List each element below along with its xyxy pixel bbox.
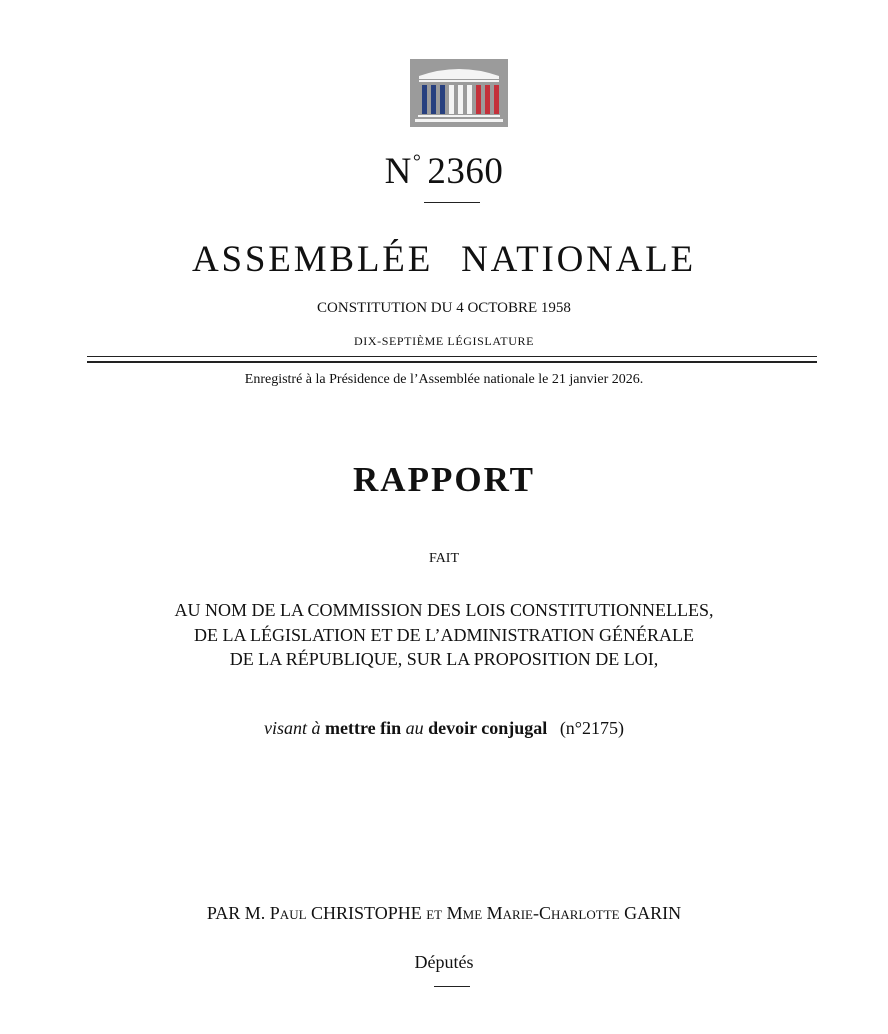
double-rule-thick [87, 361, 817, 363]
authors-conjunction: et [426, 903, 443, 923]
double-rule-thin [87, 356, 817, 357]
author-first-name: Marie-Charlotte [486, 903, 620, 923]
subject-part: au [405, 718, 424, 738]
commission-line: DE LA RÉPUBLIQUE, SUR LA PROPOSITION DE LOI, [229, 649, 659, 669]
separator-rule [434, 986, 470, 987]
authors-line [0, 901, 888, 925]
document-number-value: 2360 [427, 151, 504, 192]
legislature-line: DIX-SEPTIÈME LÉGISLATURE [353, 334, 535, 348]
made-label: FAIT [428, 551, 460, 566]
author-title: Mme [446, 903, 483, 923]
degree-symbol: ° [412, 151, 422, 173]
assemblee-nationale-logo [410, 59, 508, 127]
authors-prefix: PAR M. [206, 903, 266, 923]
subject-part: mettre fin [325, 718, 402, 738]
author-first-name: Paul [269, 903, 307, 923]
hemicycle-icon [410, 59, 508, 127]
subject-part: devoir conjugal [428, 718, 548, 738]
report-title: RAPPORT [353, 460, 535, 499]
commission-line: AU NOM DE LA COMMISSION DES LOIS CONSTITUTIONNELLES, [174, 600, 714, 620]
subject-part: visant à [264, 718, 321, 738]
document-number-prefix: N [384, 151, 412, 192]
assembly-title: ASSEMBLÉE NATIONALE [192, 239, 696, 280]
author-last-name: GARIN [624, 903, 682, 923]
document-number [0, 140, 888, 194]
bill-subject [0, 716, 888, 740]
constitution-line: CONSTITUTION DU 4 OCTOBRE 1958 [317, 300, 571, 316]
author-last-name: CHRISTOPHE [311, 903, 422, 923]
commission-line: DE LA LÉGISLATION ET DE L’ADMINISTRATION GÉNÉRALE [194, 624, 694, 645]
separator-rule [424, 202, 480, 203]
deputies-label: Députés [414, 952, 474, 972]
commission-block [0, 598, 888, 672]
bill-reference: (n°2175) [559, 718, 624, 738]
registration-note: Enregistré à la Présidence de l’Assemblée nationale le 21 janvier 2026. [244, 372, 644, 387]
